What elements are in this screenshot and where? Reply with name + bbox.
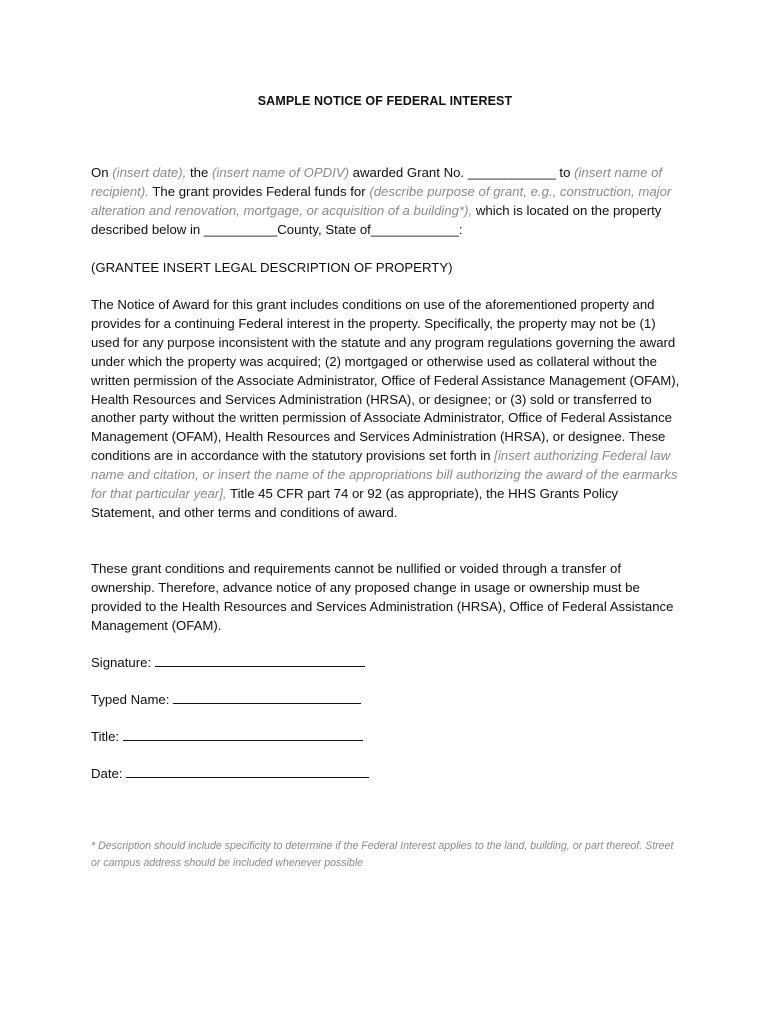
date-label: Date:	[91, 766, 123, 781]
placeholder-recipient: (insert name of recipient).	[91, 165, 663, 199]
placeholder-opdiv: (insert name of OPDIV)	[211, 165, 350, 180]
title-field	[91, 728, 363, 746]
footnote: * Description should include specificity to determine if the Federal Interest applies to the land, building, or part thereof. Street or campus address should be included whenever possible	[91, 840, 674, 869]
paragraph-conditions	[91, 296, 681, 523]
placeholder-authorizing-law: [insert authorizing Federal law name and citation, or insert the name of the appropriations bill authorizing the award of the earmarks for that particular year],	[91, 448, 678, 502]
typed-name-label: Typed Name:	[91, 692, 170, 707]
date-line	[126, 765, 369, 778]
typed-name-line	[173, 691, 361, 704]
text: Title 45 CFR part 74 or 92 (as appropriate), the HHS Grants Policy Statement, and other terms and conditions of award.	[91, 486, 619, 520]
paragraph-grant-award	[91, 164, 681, 240]
signature-line	[155, 654, 365, 667]
text: which is located on the property described below in __________County, State of____________:	[91, 202, 662, 237]
document-title: SAMPLE NOTICE OF FEDERAL INTEREST	[257, 94, 513, 108]
placeholder-date: (insert date),	[112, 165, 187, 180]
paragraph-transfer: These grant conditions and requirements cannot be nullified or voided through a transfer of ownership. Therefore, advance notice of any proposed change in usage or ownership must be provided to the Health Resources and Services Administration (HRSA), Office of Federal Assistance Management (OFAM).	[91, 561, 674, 633]
text: On	[91, 165, 113, 180]
title-label: Title:	[91, 729, 120, 744]
text: The Notice of Award for this grant includes conditions on use of the aforementioned property and provides for a continuing Federal interest in the property. Specifically, the property may not be (1) used for any purpose inconsistent with the statute and any program regulations governing the award under which the property was acquired; (2) mortgaged or otherwise used as collateral without the written permission of the Associate Administrator, Office of Federal Assistance Management (OFAM), Health Resources and Services Administration (HRSA), or designee; or (3) sold or transferred to another party without the written permission of Associate Administrator, Office of Federal Assistance Management (OFAM), Health Resources and Services Administration (HRSA), or designee. These conditions are in accordance with the statutory provisions set forth in	[91, 297, 680, 464]
text: awarded Grant No. ____________ to	[349, 165, 575, 180]
date-field	[91, 765, 369, 783]
text: the	[186, 165, 212, 180]
typed-name-field	[91, 691, 361, 709]
signature-label: Signature:	[91, 655, 152, 670]
title-line	[123, 728, 363, 741]
text: The grant provides Federal funds for	[148, 183, 370, 199]
placeholder-purpose: (describe purpose of grant, e.g., construction, major alteration and renovation, mortgage, or acquisition of a building*),	[91, 183, 672, 218]
signature-field	[91, 654, 365, 672]
paragraph-legal-description: (GRANTEE INSERT LEGAL DESCRIPTION OF PROPERTY)	[91, 260, 453, 275]
